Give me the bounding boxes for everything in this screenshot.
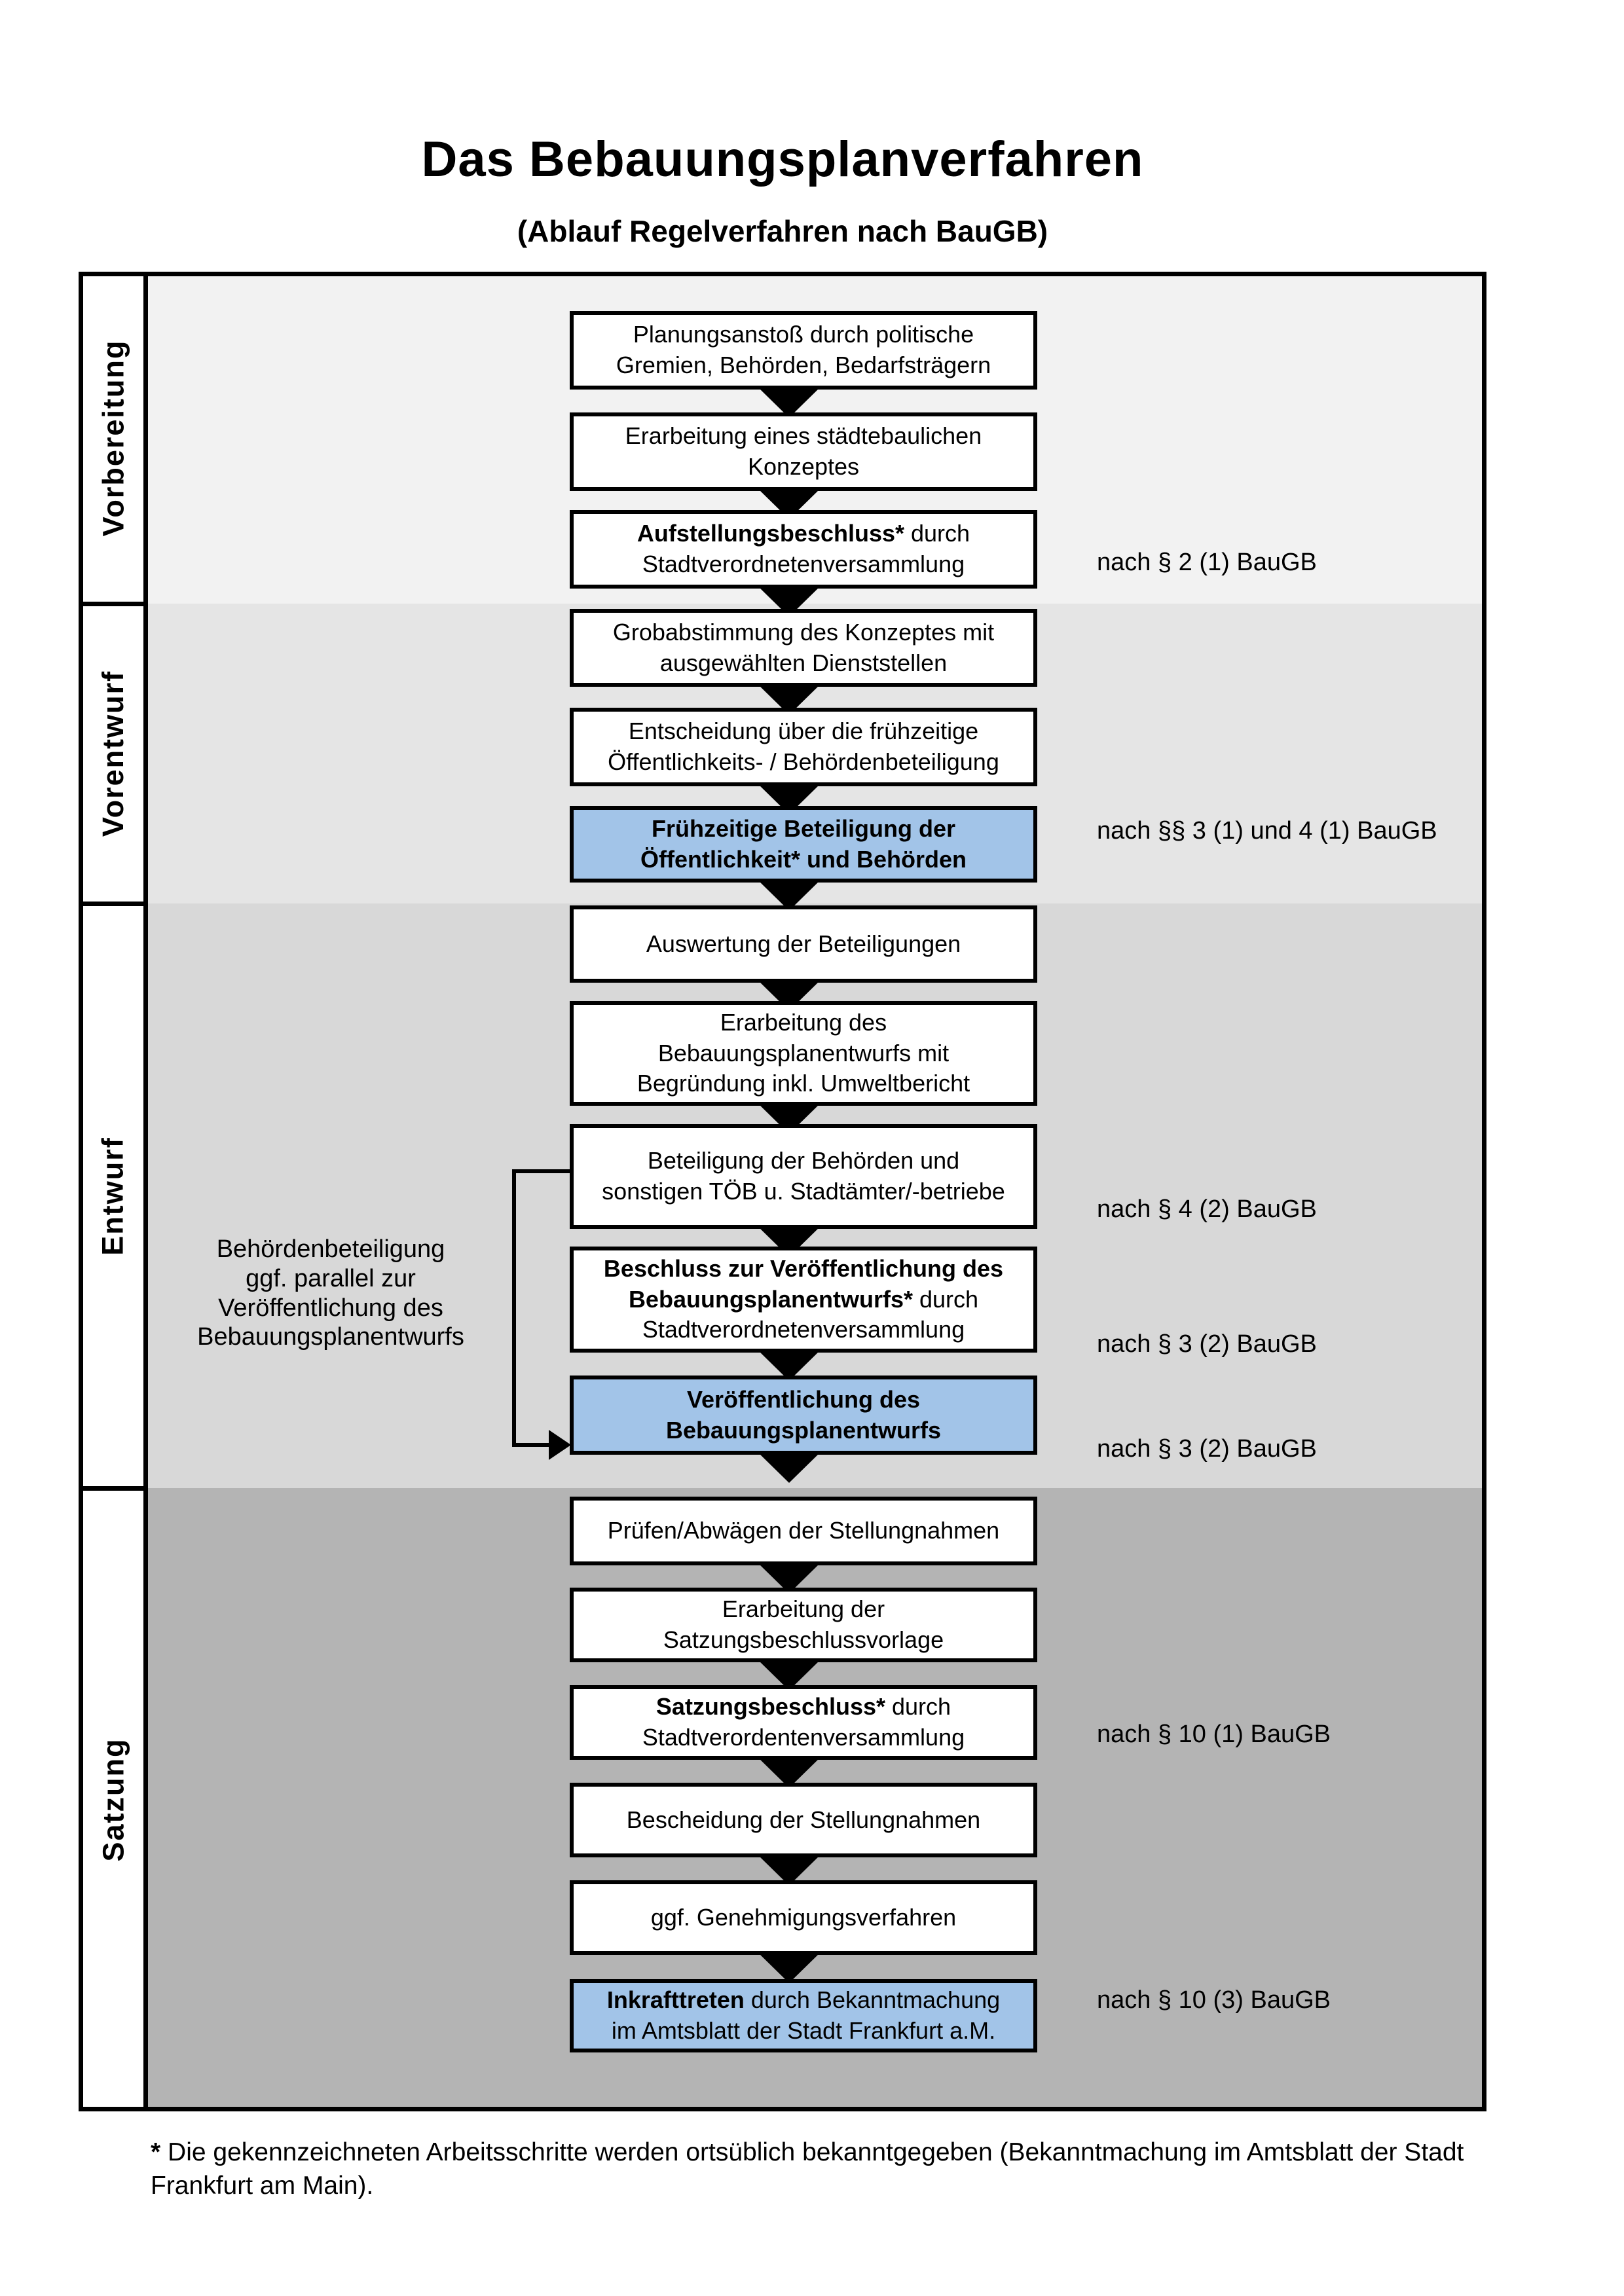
step-auswertung-beteiligungen: Auswertung der Beteiligungen xyxy=(570,905,1037,983)
step-beschluss-veroeffentlichung: Beschluss zur Veröffentlichung des Bebauungsplanentwurfs* durch Stadtverordnetenversammlung xyxy=(570,1247,1037,1353)
footnote-line: * Die gekennzeichneten Arbeitsschritte werden ortsüblich bekanntgegeben (Bekanntmachung im Amtsblatt der Stadt xyxy=(151,2138,1464,2166)
page-title: Das Bebauungsplanverfahren xyxy=(421,132,1144,187)
footnote xyxy=(151,2136,1565,2203)
flow-arrow-icon xyxy=(758,1952,821,1983)
connector-arrowhead-icon xyxy=(549,1430,571,1460)
legal-reference: nach § 3 (2) BauGB xyxy=(1097,1435,1317,1463)
legal-reference: nach § 3 (2) BauGB xyxy=(1097,1330,1317,1358)
legal-reference: nach §§ 3 (1) und 4 (1) BauGB xyxy=(1097,817,1437,845)
flow-arrow-icon xyxy=(758,1452,821,1483)
phase-label-entwurf: Entwurf xyxy=(96,1136,130,1256)
step-fruehzeitige-beteiligung: Frühzeitige Beteiligung der Öffentlichkeit* und Behörden xyxy=(570,806,1037,883)
step-inkrafttreten: Inkrafttreten durch Bekanntmachung im Amtsblatt der Stadt Frankfurt a.M. xyxy=(570,1979,1037,2052)
parallel-connector-bottom-line xyxy=(512,1443,551,1447)
step-erarbeitung-bebauungsplanentwurf: Erarbeitung des Bebauungsplanentwurfs mit Begründung inkl. Umweltbericht xyxy=(570,1001,1037,1106)
step-veroeffentlichung-entwurf: Veröffentlichung des Bebauungsplanentwurfs xyxy=(570,1376,1037,1455)
step-pruefen-abwaegen: Prüfen/Abwägen der Stellungnahmen xyxy=(570,1497,1037,1565)
footnote-line: Frankfurt am Main). xyxy=(151,2172,374,2200)
side-note xyxy=(167,1235,494,1352)
side-note-line: ggf. parallel zur xyxy=(246,1264,416,1292)
legal-reference: nach § 4 (2) BauGB xyxy=(1097,1195,1317,1223)
step-aufstellungsbeschluss: Aufstellungsbeschluss* durch Stadtverordnetenversammlung xyxy=(570,510,1037,589)
step-staedtebauliches-konzept: Erarbeitung eines städtebaulichen Konzeptes xyxy=(570,412,1037,491)
phase-label-vorentwurf: Vorentwurf xyxy=(96,670,130,837)
step-entscheidung-fruehzeitige-beteiligung: Entscheidung über die frühzeitige Öffentlichkeits- / Behördenbeteiligung xyxy=(570,708,1037,786)
step-satzungsbeschluss: Satzungsbeschluss* durch Stadtverordentenversammlung xyxy=(570,1685,1037,1760)
phase-label-satzung: Satzung xyxy=(96,1738,130,1862)
legal-reference: nach § 2 (1) BauGB xyxy=(1097,549,1317,576)
parallel-connector-vertical-line xyxy=(512,1169,516,1447)
legal-reference: nach § 10 (3) BauGB xyxy=(1097,1986,1331,2014)
step-beteiligung-behoerden-toeb: Beteiligung der Behörden und sonstigen TÖB u. Stadtämter/-betriebe xyxy=(570,1124,1037,1229)
side-note-line: Behördenbeteiligung xyxy=(216,1235,445,1263)
side-note-line: Bebauungsplanentwurfs xyxy=(197,1323,464,1351)
step-bescheidung-stellungnahmen: Bescheidung der Stellungnahmen xyxy=(570,1783,1037,1857)
step-grobabstimmung: Grobabstimmung des Konzeptes mit ausgewählten Dienststellen xyxy=(570,609,1037,687)
legal-reference: nach § 10 (1) BauGB xyxy=(1097,1721,1331,1748)
phase-label-vorbereitung: Vorbereitung xyxy=(96,339,130,536)
step-genehmigungsverfahren: ggf. Genehmigungsverfahren xyxy=(570,1880,1037,1955)
parallel-connector-top-line xyxy=(512,1169,571,1173)
page-subtitle: (Ablauf Regelverfahren nach BauGB) xyxy=(517,214,1048,248)
side-note-line: Veröffentlichung des xyxy=(218,1294,443,1322)
step-erarbeitung-satzungsbeschlussvorlage: Erarbeitung der Satzungsbeschlussvorlage xyxy=(570,1588,1037,1662)
step-planungsanstoss: Planungsanstoß durch politische Gremien, Behörden, Bedarfsträgern xyxy=(570,311,1037,390)
